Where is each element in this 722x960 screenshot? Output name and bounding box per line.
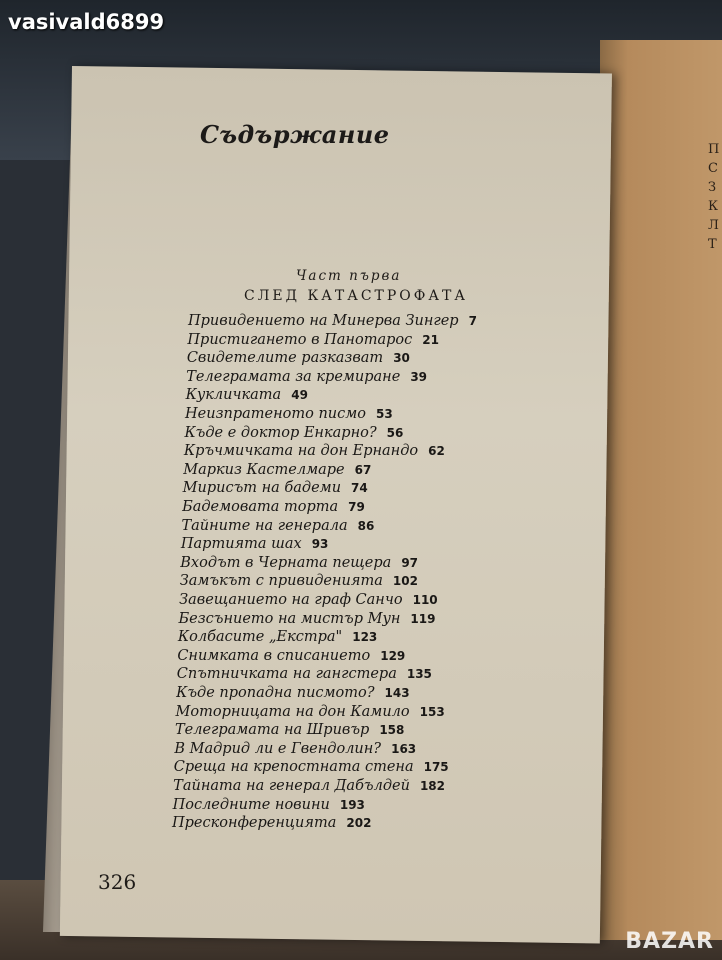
toc-entry-page: 143 (384, 686, 410, 700)
toc-entry-page: 56 (386, 425, 404, 440)
facing-page-letter: П (708, 142, 720, 157)
part-title: СЛЕД КАТАСТРОФАТА (244, 288, 468, 304)
toc-entry-title: Къде е доктор Енкарно? (184, 424, 377, 441)
toc-entry-page: 39 (410, 369, 428, 384)
toc-entry-page: 202 (346, 816, 372, 831)
toc-entry-page: 110 (412, 593, 438, 607)
toc-entry-title: Спътничката на гангстера (176, 666, 397, 683)
toc-entry-page: 193 (339, 797, 365, 812)
toc-entry-title: Тайната на генерал Дабълдей (173, 778, 410, 794)
toc-entry-page: 67 (354, 462, 372, 477)
page-number: 326 (98, 870, 137, 894)
toc-entry-title: Колбасите „Екстра" (177, 629, 343, 646)
toc-entry-title: Кръчмичката на дон Ернандо (183, 443, 419, 460)
toc-entry-title: Телеграмата за кремиране (186, 368, 401, 385)
toc-entry-title: Бадемовата торта (182, 499, 339, 515)
toc-entry-page: 79 (348, 500, 365, 514)
toc-entry-title: Входът в Черната пещера (180, 554, 392, 571)
toc-entry-title: Пресконференцията (172, 815, 337, 832)
toc-entry-page: 93 (311, 537, 329, 552)
facing-page-letter: С (708, 161, 718, 176)
contents-title: Съдържание (200, 120, 390, 149)
toc-entry-title: Завещанието на граф Санчо (179, 592, 403, 608)
facing-page-letter: Л (708, 218, 719, 233)
book-page (60, 66, 612, 943)
toc-entry-page: 97 (401, 555, 419, 570)
toc-entry-title: Среща на крепостната стена (173, 759, 414, 776)
toc-entry-page: 163 (391, 741, 417, 756)
toc-entry-title: Снимката в списанието (177, 647, 371, 664)
facing-page-letter: К (708, 199, 719, 214)
seller-watermark: vasivald6899 (8, 10, 165, 34)
toc-entry-page: 62 (428, 444, 445, 459)
facing-page-text (708, 140, 722, 254)
toc-entry-title: Безсънието на мистър Мун (178, 610, 401, 627)
toc-entry-page: 49 (291, 388, 308, 403)
toc-entry-page: 182 (419, 779, 445, 793)
toc-entry-title: Последните новини (172, 796, 330, 813)
toc-entry-title: Кукличката (185, 387, 282, 404)
toc-entry-title: Партията шах (180, 536, 302, 553)
toc-entry-page: 30 (393, 351, 410, 366)
toc-entry-title: Телеграмата на Шривър (174, 722, 370, 739)
toc-entry-page: 135 (406, 667, 432, 682)
toc-entry-title: Свидетелите разказват (186, 350, 384, 367)
toc-entry-page: 153 (419, 704, 445, 719)
toc-entry-title: Привидението на Минерва Зингер (188, 313, 459, 329)
toc-entry-page: 21 (422, 332, 439, 347)
toc-entry-title: Пристигането в Панотарос (187, 331, 413, 348)
part-label: Част първа (296, 268, 402, 284)
toc-entry-page: 175 (423, 760, 449, 775)
toc-entry-title: Замъкът с привиденията (179, 573, 383, 590)
toc-entry-title: Къде пропадна писмото? (176, 685, 375, 701)
toc-entry-title: Неизпратеното писмо (185, 406, 367, 422)
facing-page (600, 40, 722, 940)
toc-entry-page: 53 (376, 407, 393, 421)
toc-entry-page: 102 (392, 574, 418, 589)
facing-page-letter: З (708, 180, 717, 195)
toc-entry-page: 74 (351, 481, 368, 496)
toc-entry-page: 7 (468, 314, 477, 328)
toc-entry-title: Тайните на генерала (181, 517, 348, 534)
toc-entry-page: 123 (352, 630, 378, 645)
toc-entry-page: 119 (410, 611, 436, 626)
toc-entry-title: Мирисът на бадеми (182, 480, 342, 497)
toc-entry-title: Моторницата на дон Камило (175, 703, 410, 720)
toc-entry-title: Маркиз Кастелмаре (183, 461, 345, 478)
toc-entry-page: 86 (357, 518, 375, 533)
toc-entry-page: 158 (379, 723, 405, 738)
facing-page-letter: Т (708, 237, 717, 252)
toc-entry-title: В Мадрид ли е Гвендолин? (174, 740, 382, 757)
toc-entry-page: 129 (380, 648, 406, 663)
site-logo: BAZAR (625, 929, 714, 954)
